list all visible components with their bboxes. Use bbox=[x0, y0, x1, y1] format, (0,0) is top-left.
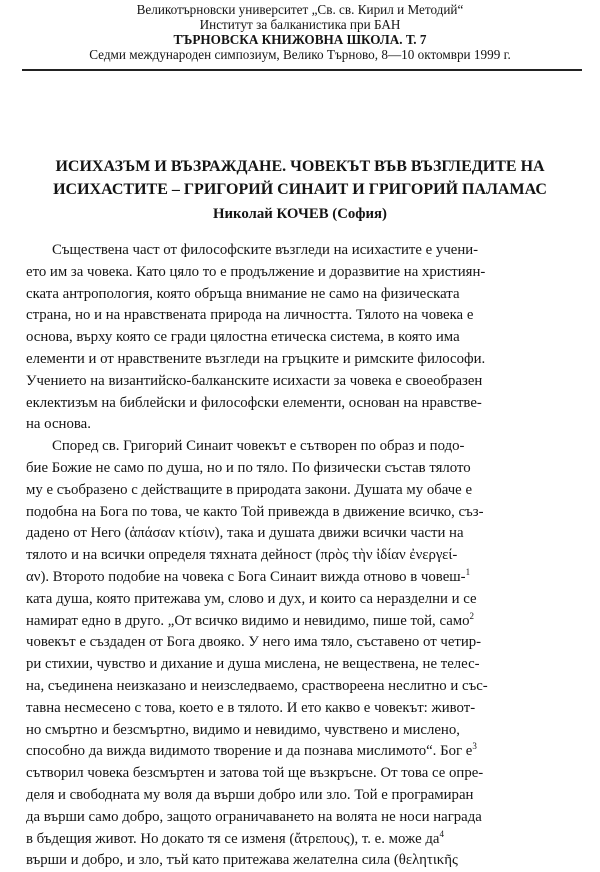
text-line bbox=[26, 545, 592, 567]
footnote-marker[interactable]: 2 bbox=[469, 610, 475, 621]
text-line bbox=[26, 611, 592, 633]
text-line bbox=[26, 567, 592, 589]
text-line: ето им за човека. Като цяло то е продължение и доразвитие на християн- bbox=[26, 263, 486, 280]
footnote-marker[interactable]: 1 bbox=[465, 567, 471, 578]
text-line: елементи и от нравствените възгледи на гръцките и римските философи. bbox=[26, 350, 486, 367]
text-line: подобна на Бога по това, че както Той привежда в движение всичко, съз- bbox=[26, 503, 484, 520]
article-body bbox=[26, 240, 592, 872]
text-line: човекът е създаден от Бога двояко. У него има тяло, съставено от четир- bbox=[26, 634, 482, 651]
text-line: ката душа, която притежава ум, слово и дух, и които са неразделни и се bbox=[26, 590, 477, 607]
text-line: на, съединена неизказано и неизследваемо, сраствореена неслитно и със- bbox=[26, 677, 488, 694]
text-line: му е съобразено с действащите в природата закони. Душата му обаче е bbox=[26, 481, 473, 498]
paragraph-1 bbox=[26, 240, 592, 436]
text-line-content: тялото и на всички определя тяхната дейност (πρὸς τὴν ἰδίαν ἐνεργεί- bbox=[26, 547, 458, 564]
text-line: на основа. bbox=[26, 416, 91, 433]
text-line-content: намират едно в друго. „От всичко видимо и невидимо, пише той, само bbox=[26, 612, 470, 629]
text-line: еклектизъм на библейски и философски елементи, основан на нравстве- bbox=[26, 394, 482, 411]
text-line: тавна несмесено с това, което е в тялото. И ето какво е човекът: живот- bbox=[26, 699, 476, 716]
text-line: върши и добро, и зло, тъй като притежава желателна сила (θελητικῆς bbox=[26, 852, 458, 869]
footnote-marker[interactable]: 3 bbox=[472, 741, 477, 752]
text-line: но смъртно и безсмъртно, видимо и невидимо, чувствено и мислено, bbox=[26, 721, 460, 738]
header-symposium: Седми международен симпозиум, Велико Търново, 8—10 октомври 1999 г. bbox=[89, 47, 511, 62]
footnote-marker[interactable]: 4 bbox=[439, 828, 444, 839]
text-line: да върши само добро, защото ограничаването на волята не носи награда bbox=[26, 808, 482, 825]
text-line: ската антропология, която обръща внимание не само на физическата bbox=[26, 285, 460, 302]
text-line bbox=[26, 741, 592, 763]
text-line: дадено от Него (ἁπάσαν κτίσιν), така и душата движи всички части на bbox=[26, 525, 464, 542]
header-series: ТЪРНОВСКА КНИЖОВНА ШКОЛА. Т. 7 bbox=[173, 32, 427, 47]
text-line: ри стихии, чувство и дихание и душа мислена, не веществена, не телес- bbox=[26, 656, 480, 673]
text-line: Съществена част от философските възгледи на исихастите е учени- bbox=[52, 242, 479, 258]
text-line: бие Божие не само по душа, но и по тяло. По физически състав тялото bbox=[26, 459, 471, 476]
paper-title-line-2: ИСИХАСТИТЕ – ГРИГОРИЙ СИНАИТ И ГРИГОРИЙ ПАЛАМАС bbox=[53, 181, 547, 198]
text-line: Според св. Григорий Синаит човекът е сътворен по образ и подо- bbox=[52, 438, 465, 455]
text-line: основа, върху която се гради цялостна етическа система, в която има bbox=[26, 329, 460, 346]
text-line: страна, но и на нравствената природа на личността. Тялото на човека е bbox=[26, 307, 474, 324]
header-university: Великотърновски университет „Св. св. Кирил и Методий“ bbox=[136, 2, 464, 17]
paragraph-2 bbox=[26, 436, 592, 872]
text-line: деля и свободната му воля да върши добро или зло. Той е програмиран bbox=[26, 786, 474, 803]
author-name: Николай КОЧЕВ (София) bbox=[212, 206, 387, 222]
text-line: сътворил човека безсмъртен и затова той ще възкръсне. От това се опре- bbox=[26, 765, 484, 782]
header-institute: Институт за балканистика при БАН bbox=[199, 17, 401, 32]
text-line-content: αν). Второто подобие на човека с Бога Синаит вижда отново в човеш- bbox=[26, 568, 466, 585]
paper-title-line-1: ИСИХАЗЪМ И ВЪЗРАЖДАНЕ. ЧОВЕКЪТ ВЪВ ВЪЗГЛЕДИТЕ НА bbox=[55, 158, 545, 175]
title-block bbox=[0, 155, 600, 224]
text-line: Учението на византийско-балканските исихасти за човека е своеобразен bbox=[26, 372, 483, 389]
text-line-content: в бъдещия живот. Но докато тя се изменя (ἄτρεπους), т. е. може да bbox=[26, 830, 440, 847]
text-line bbox=[26, 829, 592, 851]
page-header bbox=[0, 2, 600, 62]
text-line-content: способно да вижда видимото творение и да познава мислимото“. Бог е bbox=[26, 743, 473, 760]
header-divider bbox=[22, 69, 582, 71]
